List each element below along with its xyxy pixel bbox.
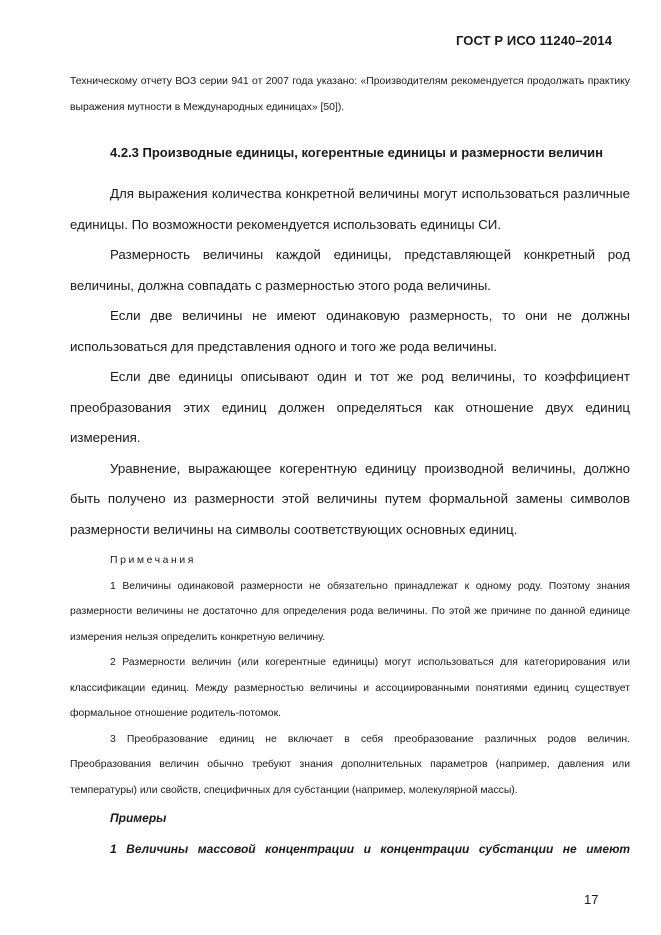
paragraph-1: Для выражения количества конкретной величины могут использоваться различные единицы. По возможности рекомендуется использовать единицы СИ. (70, 186, 630, 232)
page-number: 17 (584, 892, 599, 907)
notes-title: Примечания (110, 555, 196, 566)
paragraph-3: Если две величины не имеют одинаковую размерность, то они не должны использоваться для представления одного и того же рода величины. (70, 308, 630, 354)
examples-title: Примеры (110, 811, 167, 825)
examples-block (70, 803, 630, 864)
note-3: 3 Преобразование единиц не включает в себя преобразование различных родов величин. Преобразования величин обычно требуют знания дополнительных параметров (например, давления или температуры) или свойств, специфичных для субстанции (например, молекулярной массы). (70, 733, 630, 796)
paragraph-5: Уравнение, выражающее когерентную единицу производной величины, должно быть получено из размерности этой величины путем формальной замены символов размерности величины на символы соответствующих основных единиц. (70, 460, 630, 537)
paragraph-2: Размерность величины каждой единицы, представляющей конкретный род величины, должна совпадать с размерностью этого рода величины. (70, 247, 630, 293)
paragraph-4: Если две единицы описывают один и тот же род величины, то коэффициент преобразования этих единиц должен определяться как отношение двух единиц измерения. (70, 369, 630, 445)
section-heading: 4.2.3 Производные единицы, когерентные единицы и размерности величин (110, 145, 603, 160)
page-header-standard-id: ГОСТ Р ИСО 11240–2014 (456, 33, 613, 48)
section-body (70, 179, 630, 545)
intro-paragraph: Техническому отчету ВОЗ серии 941 от 2007 года указано: «Производителям рекомендуется продолжать практику выражения мутности в Международных единицах» [50]). (70, 76, 630, 113)
note-1: 1 Величины одинаковой размерности не обязательно принадлежат к одному роду. Поэтому знания размерности величины не достаточно для определения рода величины. По этой же причине по данной единице измерения нельзя определить конкретную величину. (70, 580, 630, 643)
section-heading-block (70, 145, 630, 160)
example-1: 1 Величины массовой концентрации и концентрации субстанции не имеют (110, 841, 630, 856)
note-2: 2 Размерности величин (или когерентные единицы) могут использоваться для категорирования или классификации единиц. Между размерностью величины и ассоциированными понятиями единиц существует формальное отношение родитель-потомок. (70, 657, 630, 719)
intro-text (70, 69, 630, 120)
notes-block (70, 548, 630, 803)
